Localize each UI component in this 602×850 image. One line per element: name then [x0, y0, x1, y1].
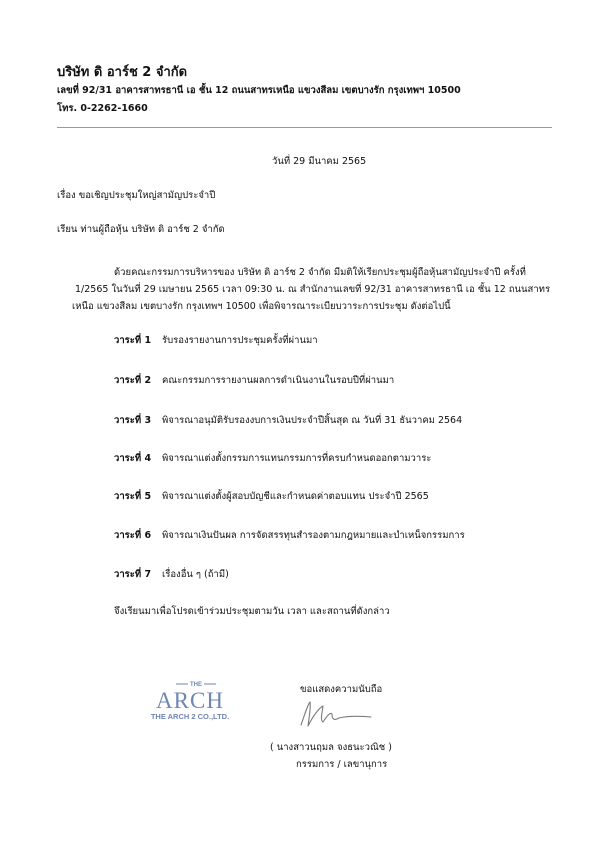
- agenda-label: วาระที่ 4: [114, 453, 152, 464]
- handwritten-signature: [293, 698, 375, 732]
- header-divider: [57, 127, 552, 128]
- agenda-text: พิจารณาเงินปันผล การจัดสรรทุนสำรองตามกฎหมายและบำเหน็จกรรมการ: [162, 530, 465, 541]
- agenda-label: วาระที่ 3: [114, 415, 152, 426]
- agenda-text: คณะกรรมการรายงานผลการดำเนินงานในรอบปีที่ผ่านมา: [162, 375, 395, 386]
- agenda-item: [114, 373, 394, 388]
- signer-name: ( นางสาวนฤมล จงธนะวณิช ): [270, 742, 392, 753]
- agenda-item: [114, 413, 462, 428]
- agenda-item: [114, 489, 429, 504]
- logo-subtitle-text: THE ARCH 2 CO.,LTD.: [150, 712, 230, 721]
- agenda-label: วาระที่ 6: [114, 530, 152, 541]
- company-phone: โทร. 0-2262-1660: [57, 103, 148, 114]
- logo-the-text: THE: [190, 682, 202, 688]
- body-line: ด้วยคณะกรรมการบริหารของ บริษัท ดิ อาร์ช 2 จำกัด มีมติให้เรียกประชุมผู้ถือหุ้นสามัญประจำปี ครั้งที่: [114, 267, 526, 278]
- agenda-text: รับรองรายงานการประชุมครั้งที่ผ่านมา: [162, 335, 318, 346]
- letter-date: วันที่ 29 มีนาคม 2565: [272, 156, 367, 167]
- agenda-text: เรื่องอื่น ๆ (ถ้ามี): [162, 569, 229, 580]
- agenda-text: พิจารณาอนุมัติรับรองงบการเงินประจำปีสิ้นสุด ณ วันที่ 31 ธันวาคม 2564: [162, 415, 463, 426]
- logo-brand-text: ARCH: [156, 688, 224, 713]
- agenda-label: วาระที่ 2: [114, 375, 152, 386]
- agenda-label: วาระที่ 1: [114, 335, 152, 346]
- agenda-label: วาระที่ 7: [114, 569, 152, 580]
- letter-recipient: เรียน ท่านผู้ถือหุ้น บริษัท ดิ อาร์ช 2 จำกัด: [57, 224, 225, 235]
- closing-line: จึงเรียนมาเพื่อโปรดเข้าร่วมประชุมตามวัน เวลา และสถานที่ดังกล่าว: [114, 606, 390, 617]
- letter-subject: เรื่อง ขอเชิญประชุมใหญ่สามัญประจำปี: [57, 190, 216, 201]
- arch-logo-graphic: [140, 680, 240, 725]
- company-logo: [140, 680, 240, 725]
- agenda-text: พิจารณาแต่งตั้งผู้สอบบัญชีและกำหนดค่าตอบแทน ประจำปี 2565: [162, 491, 429, 502]
- agenda-item: [114, 333, 318, 348]
- agenda-label: วาระที่ 5: [114, 491, 152, 502]
- signer-title: กรรมการ / เลขานุการ: [296, 759, 388, 770]
- body-line: เหนือ แขวงสีลม เขตบางรัก กรุงเทพฯ 10500 เพื่อพิจารณาระเบียบวาระการประชุม ดังต่อไปนี้: [72, 301, 451, 312]
- letter-body: [70, 264, 552, 315]
- company-address: เลขที่ 92/31 อาคารสาทรธานี เอ ชั้น 12 ถนนสาทรเหนือ แขวงสีลม เขตบางรัก กรุงเทพฯ 10500: [57, 85, 461, 96]
- regards-line: ขอแสดงความนับถือ: [300, 684, 383, 695]
- agenda-item: [114, 451, 431, 466]
- company-name: บริษัท ดิ อาร์ช 2 จำกัด: [57, 65, 188, 80]
- body-line: 1/2565 ในวันที่ 29 เมษายน 2565 เวลา 09:30 น. ณ สำนักงานเลขที่ 92/31 อาคารสาทรธานี เอ ชั้น 12 ถนนสาทร: [75, 284, 551, 295]
- agenda-item: [114, 528, 465, 543]
- agenda-text: พิจารณาแต่งตั้งกรรมการแทนกรรมการที่ครบกำหนดออกตามวาระ: [162, 453, 432, 464]
- agenda-item: [114, 567, 229, 582]
